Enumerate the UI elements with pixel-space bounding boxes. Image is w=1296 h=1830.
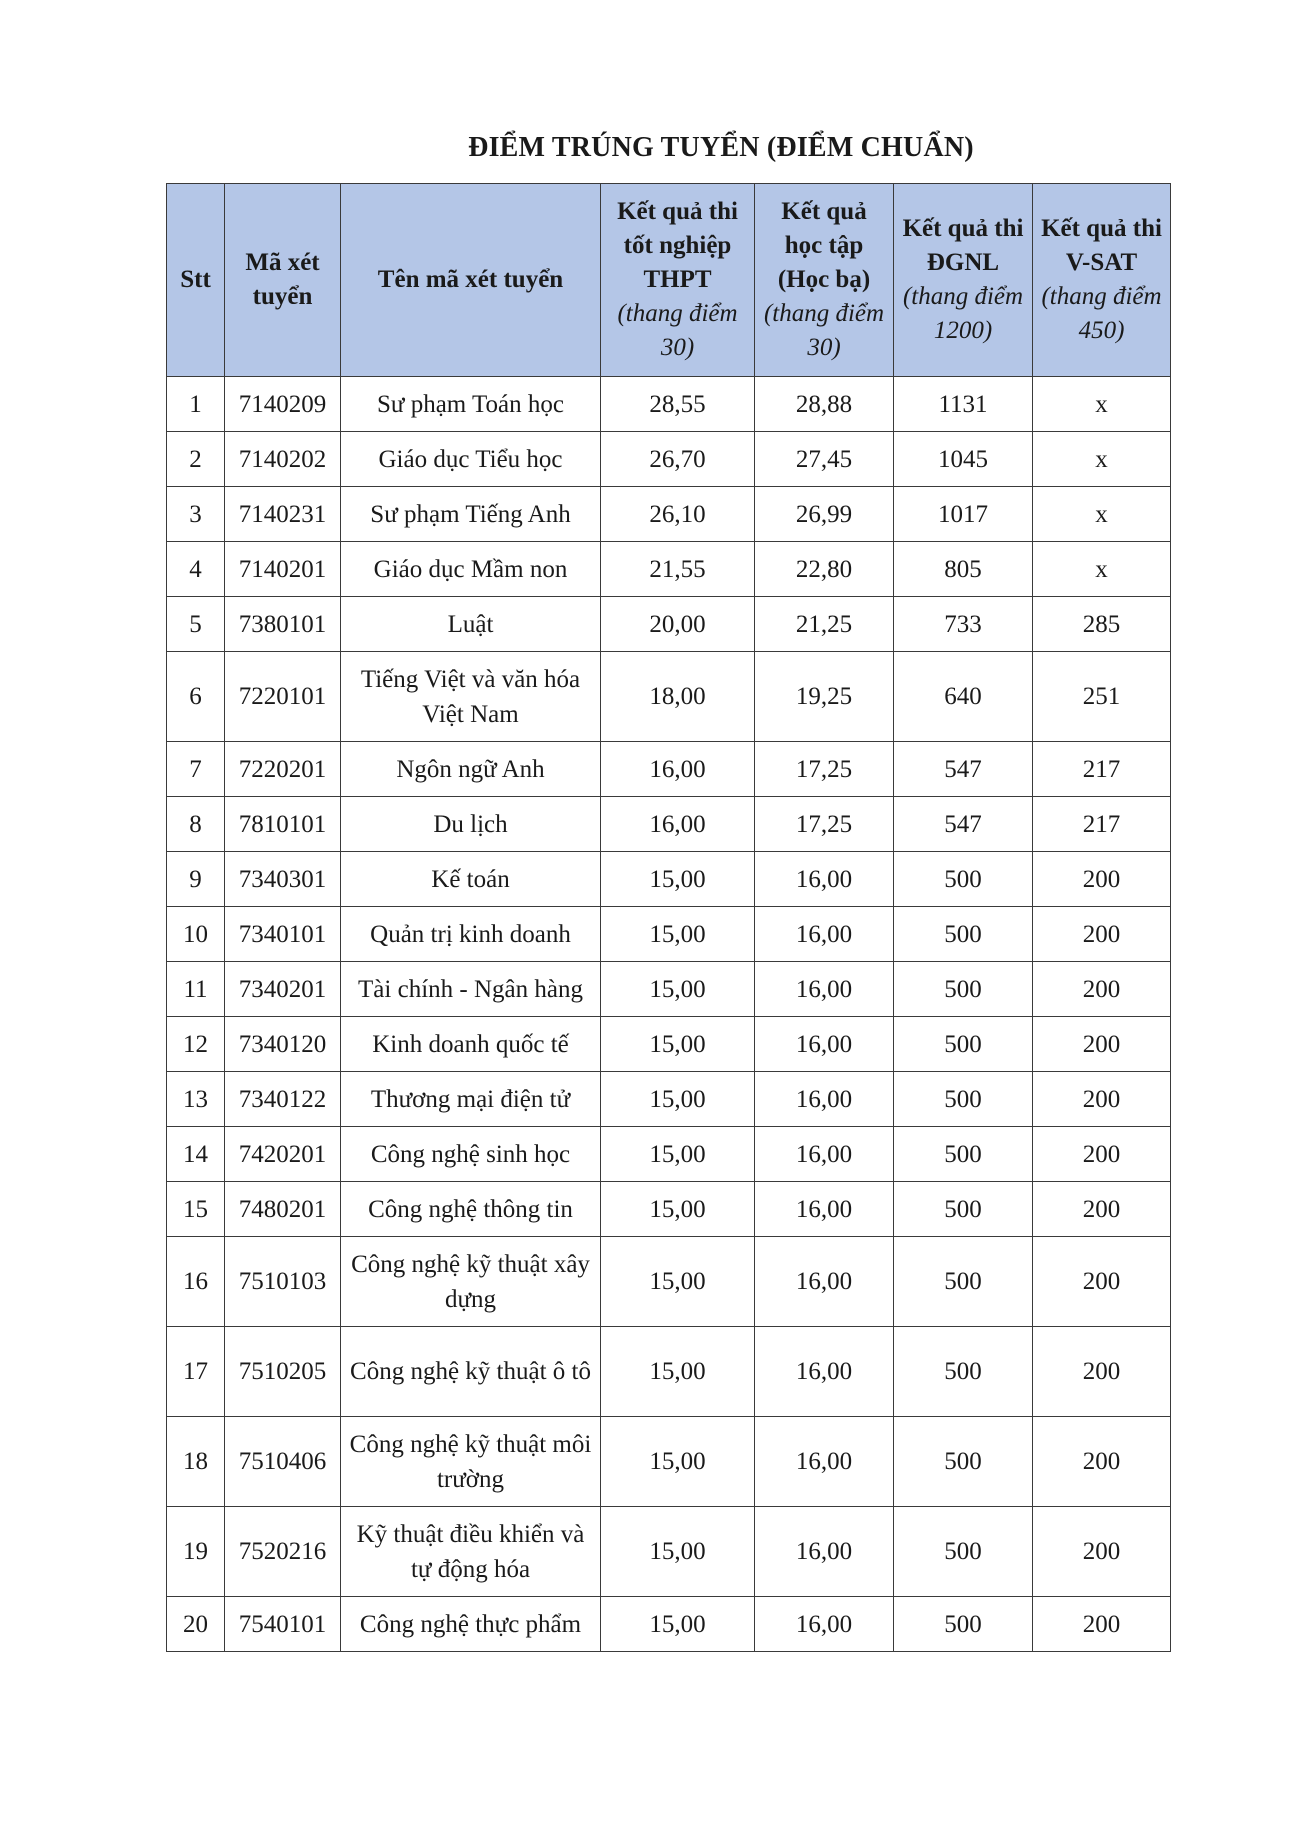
cell-name: Kỹ thuật điều khiển và tự động hóa: [341, 1507, 601, 1597]
cell-thpt: 16,00: [601, 797, 755, 852]
cell-dgnl: 1045: [894, 432, 1033, 487]
cell-stt: 5: [167, 597, 225, 652]
cell-name: Công nghệ kỹ thuật môi trường: [341, 1417, 601, 1507]
cell-vsat: 200: [1033, 852, 1171, 907]
table-row: [167, 652, 1171, 742]
table-row: [167, 1182, 1171, 1237]
cell-thpt: 20,00: [601, 597, 755, 652]
cell-thpt: 15,00: [601, 852, 755, 907]
cell-hocba: 16,00: [755, 1237, 894, 1327]
cell-dgnl: 500: [894, 1507, 1033, 1597]
cell-code: 7340301: [225, 852, 341, 907]
header-hocba-scale: (thang điểm 30): [763, 300, 885, 361]
cell-name: Sư phạm Tiếng Anh: [341, 487, 601, 542]
table-row: [167, 377, 1171, 432]
admission-scores-table: [166, 183, 1171, 1652]
cell-code: 7510205: [225, 1327, 341, 1417]
cell-vsat: 200: [1033, 1327, 1171, 1417]
cell-vsat: 200: [1033, 1017, 1171, 1072]
cell-hocba: 16,00: [755, 1597, 894, 1652]
cell-stt: 20: [167, 1597, 225, 1652]
cell-thpt: 18,00: [601, 652, 755, 742]
cell-code: 7510103: [225, 1237, 341, 1327]
cell-code: 7340201: [225, 962, 341, 1017]
cell-stt: 17: [167, 1327, 225, 1417]
cell-hocba: 16,00: [755, 1417, 894, 1507]
cell-vsat: 200: [1033, 1072, 1171, 1127]
table-row: [167, 542, 1171, 597]
table-row: [167, 1127, 1171, 1182]
cell-vsat: 285: [1033, 597, 1171, 652]
cell-vsat: 200: [1033, 1597, 1171, 1652]
cell-vsat: 200: [1033, 1127, 1171, 1182]
cell-stt: 6: [167, 652, 225, 742]
cell-dgnl: 500: [894, 1327, 1033, 1417]
table-row: [167, 487, 1171, 542]
cell-hocba: 27,45: [755, 432, 894, 487]
cell-vsat: x: [1033, 377, 1171, 432]
cell-stt: 12: [167, 1017, 225, 1072]
cell-hocba: 16,00: [755, 907, 894, 962]
header-stt: Stt: [167, 184, 225, 377]
cell-stt: 18: [167, 1417, 225, 1507]
cell-dgnl: 500: [894, 962, 1033, 1017]
cell-hocba: 16,00: [755, 1072, 894, 1127]
cell-stt: 3: [167, 487, 225, 542]
cell-dgnl: 1131: [894, 377, 1033, 432]
header-vsat-label: Kết quả thi V-SAT: [1041, 215, 1162, 276]
cell-hocba: 19,25: [755, 652, 894, 742]
cell-vsat: x: [1033, 542, 1171, 597]
cell-hocba: 17,25: [755, 797, 894, 852]
cell-hocba: 16,00: [755, 852, 894, 907]
cell-thpt: 15,00: [601, 907, 755, 962]
cell-name: Công nghệ thông tin: [341, 1182, 601, 1237]
header-hocba-label: Kết quả học tập (Học bạ): [777, 198, 871, 293]
cell-dgnl: 500: [894, 1182, 1033, 1237]
table-row: [167, 1417, 1171, 1507]
header-thpt-scale: (thang điểm 30): [617, 300, 738, 361]
cell-dgnl: 500: [894, 1237, 1033, 1327]
header-dgnl: [894, 184, 1033, 377]
cell-name: Kinh doanh quốc tế: [341, 1017, 601, 1072]
cell-dgnl: 1017: [894, 487, 1033, 542]
cell-name: Tiếng Việt và văn hóa Việt Nam: [341, 652, 601, 742]
header-thpt-label: Kết quả thi tốt nghiệp THPT: [617, 198, 738, 293]
cell-dgnl: 500: [894, 1017, 1033, 1072]
cell-dgnl: 500: [894, 907, 1033, 962]
cell-name: Giáo dục Tiểu học: [341, 432, 601, 487]
cell-stt: 7: [167, 742, 225, 797]
cell-stt: 19: [167, 1507, 225, 1597]
cell-name: Du lịch: [341, 797, 601, 852]
cell-stt: 16: [167, 1237, 225, 1327]
table-row: [167, 1237, 1171, 1327]
cell-dgnl: 733: [894, 597, 1033, 652]
cell-code: 7380101: [225, 597, 341, 652]
cell-hocba: 21,25: [755, 597, 894, 652]
cell-vsat: 217: [1033, 797, 1171, 852]
header-name: Tên mã xét tuyển: [341, 184, 601, 377]
cell-vsat: 200: [1033, 1507, 1171, 1597]
cell-code: 7140201: [225, 542, 341, 597]
cell-vsat: 217: [1033, 742, 1171, 797]
cell-hocba: 16,00: [755, 1127, 894, 1182]
cell-name: Công nghệ kỹ thuật xây dựng: [341, 1237, 601, 1327]
table-row: [167, 907, 1171, 962]
cell-dgnl: 500: [894, 1417, 1033, 1507]
cell-dgnl: 805: [894, 542, 1033, 597]
cell-dgnl: 547: [894, 797, 1033, 852]
cell-name: Sư phạm Toán học: [341, 377, 601, 432]
cell-thpt: 26,10: [601, 487, 755, 542]
table-row: [167, 1507, 1171, 1597]
cell-hocba: 17,25: [755, 742, 894, 797]
cell-thpt: 15,00: [601, 1127, 755, 1182]
cell-code: 7520216: [225, 1507, 341, 1597]
cell-dgnl: 500: [894, 1127, 1033, 1182]
cell-code: 7140231: [225, 487, 341, 542]
cell-vsat: 251: [1033, 652, 1171, 742]
cell-hocba: 16,00: [755, 1017, 894, 1072]
cell-name: Kế toán: [341, 852, 601, 907]
cell-thpt: 15,00: [601, 1597, 755, 1652]
header-thpt: [601, 184, 755, 377]
cell-thpt: 28,55: [601, 377, 755, 432]
table-row: [167, 852, 1171, 907]
table-row: [167, 1327, 1171, 1417]
cell-thpt: 15,00: [601, 1237, 755, 1327]
cell-stt: 10: [167, 907, 225, 962]
cell-vsat: 200: [1033, 1237, 1171, 1327]
cell-stt: 2: [167, 432, 225, 487]
cell-code: 7340122: [225, 1072, 341, 1127]
cell-code: 7340120: [225, 1017, 341, 1072]
cell-vsat: x: [1033, 487, 1171, 542]
cell-code: 7540101: [225, 1597, 341, 1652]
cell-stt: 9: [167, 852, 225, 907]
cell-hocba: 22,80: [755, 542, 894, 597]
cell-stt: 14: [167, 1127, 225, 1182]
cell-dgnl: 500: [894, 1597, 1033, 1652]
cell-thpt: 15,00: [601, 1327, 755, 1417]
cell-code: 7480201: [225, 1182, 341, 1237]
cell-stt: 1: [167, 377, 225, 432]
cell-code: 7140202: [225, 432, 341, 487]
table-row: [167, 597, 1171, 652]
cell-stt: 11: [167, 962, 225, 1017]
cell-thpt: 15,00: [601, 1017, 755, 1072]
header-dgnl-scale: (thang điểm 1200): [902, 283, 1024, 344]
header-code: Mã xét tuyển: [225, 184, 341, 377]
cell-vsat: 200: [1033, 1182, 1171, 1237]
cell-vsat: 200: [1033, 1417, 1171, 1507]
cell-code: 7420201: [225, 1127, 341, 1182]
cell-code: 7140209: [225, 377, 341, 432]
header-hocba: [755, 184, 894, 377]
cell-stt: 4: [167, 542, 225, 597]
cell-thpt: 15,00: [601, 1507, 755, 1597]
cell-code: 7510406: [225, 1417, 341, 1507]
cell-dgnl: 500: [894, 1072, 1033, 1127]
cell-name: Luật: [341, 597, 601, 652]
table-row: [167, 1072, 1171, 1127]
table-header-row: [167, 184, 1171, 377]
header-vsat-scale: (thang điểm 450): [1041, 283, 1162, 344]
cell-stt: 8: [167, 797, 225, 852]
cell-name: Công nghệ thực phẩm: [341, 1597, 601, 1652]
cell-vsat: 200: [1033, 907, 1171, 962]
cell-name: Công nghệ sinh học: [341, 1127, 601, 1182]
cell-hocba: 16,00: [755, 962, 894, 1017]
table-row: [167, 742, 1171, 797]
cell-thpt: 26,70: [601, 432, 755, 487]
cell-dgnl: 640: [894, 652, 1033, 742]
cell-stt: 13: [167, 1072, 225, 1127]
cell-name: Công nghệ kỹ thuật ô tô: [341, 1327, 601, 1417]
cell-thpt: 15,00: [601, 1182, 755, 1237]
table-row: [167, 432, 1171, 487]
cell-dgnl: 547: [894, 742, 1033, 797]
cell-stt: 15: [167, 1182, 225, 1237]
cell-hocba: 16,00: [755, 1327, 894, 1417]
cell-hocba: 28,88: [755, 377, 894, 432]
cell-name: Thương mại điện tử: [341, 1072, 601, 1127]
cell-name: Quản trị kinh doanh: [341, 907, 601, 962]
cell-code: 7340101: [225, 907, 341, 962]
table-row: [167, 962, 1171, 1017]
cell-thpt: 15,00: [601, 962, 755, 1017]
cell-thpt: 15,00: [601, 1417, 755, 1507]
cell-hocba: 26,99: [755, 487, 894, 542]
cell-code: 7220101: [225, 652, 341, 742]
cell-dgnl: 500: [894, 852, 1033, 907]
cell-vsat: 200: [1033, 962, 1171, 1017]
cell-thpt: 21,55: [601, 542, 755, 597]
header-vsat: [1033, 184, 1171, 377]
cell-name: Ngôn ngữ Anh: [341, 742, 601, 797]
cell-code: 7810101: [225, 797, 341, 852]
cell-code: 7220201: [225, 742, 341, 797]
cell-name: Tài chính - Ngân hàng: [341, 962, 601, 1017]
table-row: [167, 1017, 1171, 1072]
cell-name: Giáo dục Mầm non: [341, 542, 601, 597]
cell-thpt: 16,00: [601, 742, 755, 797]
header-dgnl-label: Kết quả thi ĐGNL: [902, 215, 1024, 276]
table-row: [167, 1597, 1171, 1652]
page-title: ĐIỂM TRÚNG TUYỂN (ĐIỂM CHUẨN): [468, 132, 974, 163]
cell-hocba: 16,00: [755, 1507, 894, 1597]
table-row: [167, 797, 1171, 852]
cell-vsat: x: [1033, 432, 1171, 487]
cell-thpt: 15,00: [601, 1072, 755, 1127]
cell-hocba: 16,00: [755, 1182, 894, 1237]
